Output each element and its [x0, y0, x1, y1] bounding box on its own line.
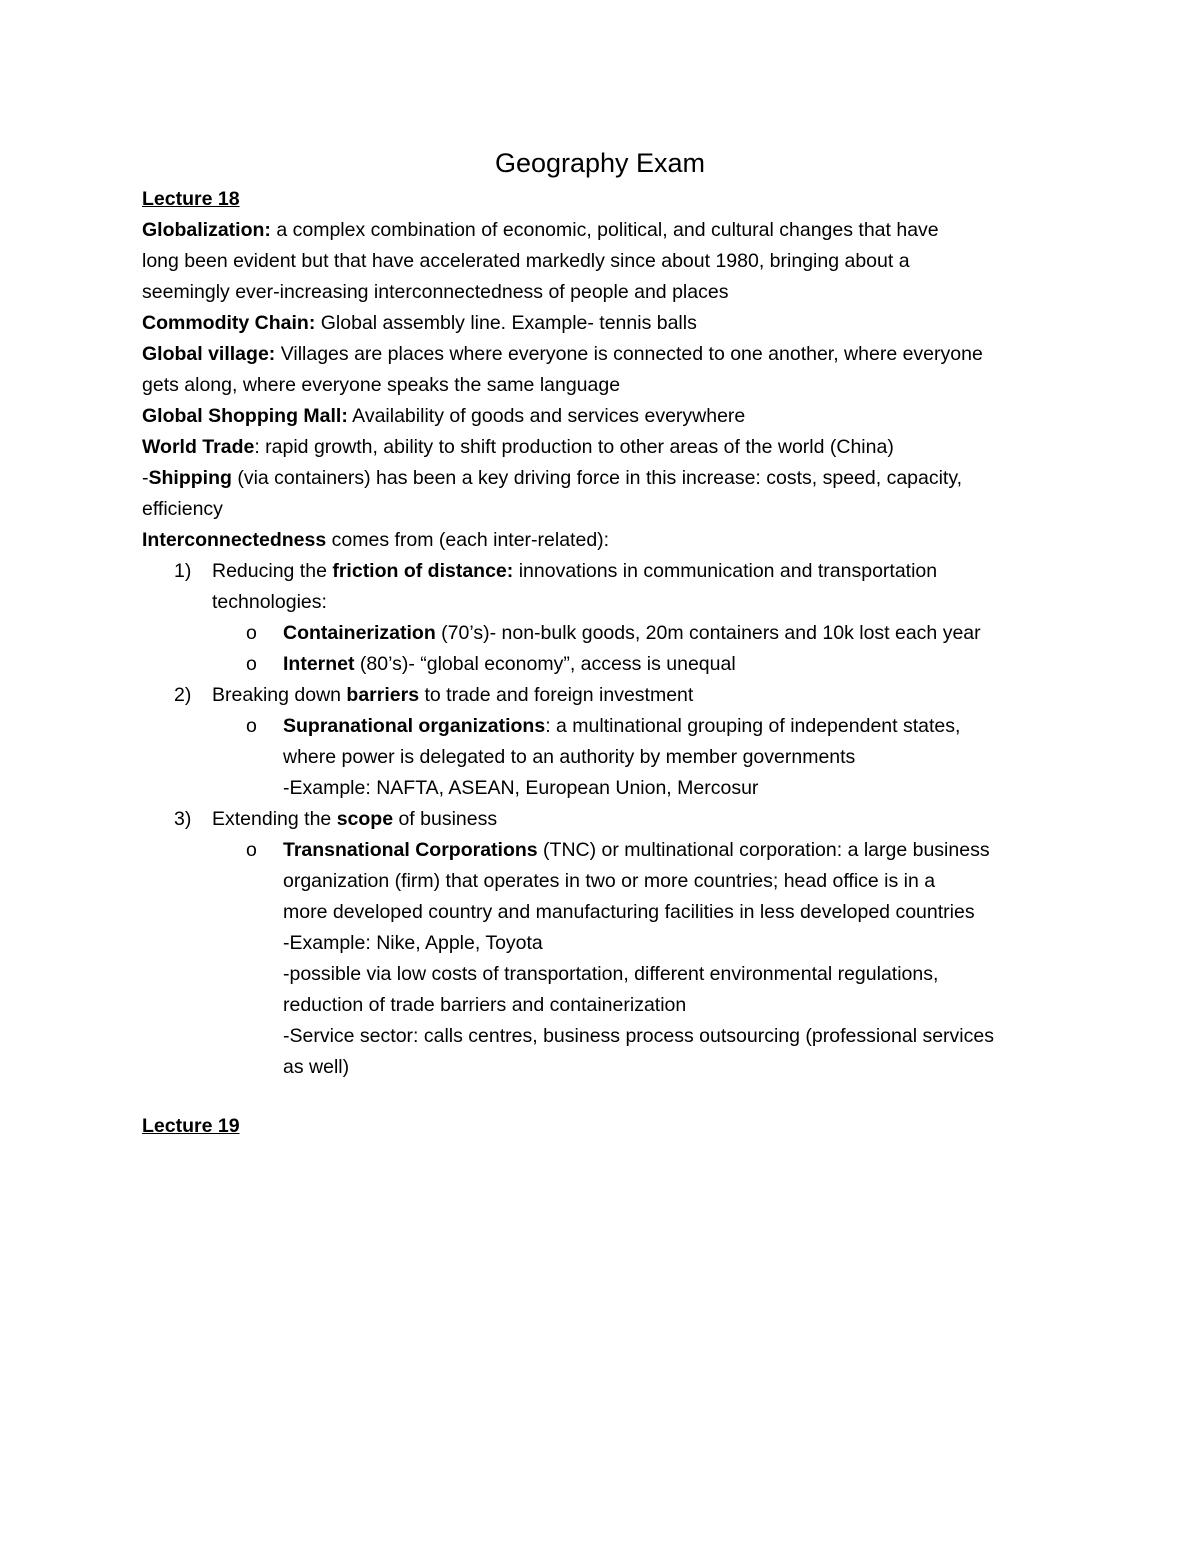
world-trade-definition — [142, 432, 1072, 463]
bullet-text: (70’s)- non-bulk goods, 20m containers and 10k lost each year — [435, 622, 981, 644]
definition-text: Villages are places where everyone is connected to one another, where everyone — [275, 343, 983, 365]
definition-text: gets along, where everyone speaks the same language — [142, 374, 621, 396]
intro-text: comes from (each inter-related): — [326, 529, 610, 551]
list-number: 2) — [174, 684, 192, 706]
dash: - — [142, 467, 149, 489]
item-text: Reducing the — [212, 560, 333, 582]
list-number: 3) — [174, 808, 192, 830]
definition-text: a complex combination of economic, political, and cultural changes that have — [270, 219, 939, 241]
lecture-18-heading: Lecture 18 — [142, 188, 240, 210]
bullet-text: (TNC) or multinational corporation: a large business — [537, 839, 990, 861]
term: friction of distance: — [332, 560, 514, 582]
term: World Trade — [142, 436, 255, 458]
spacer — [142, 1083, 1072, 1111]
bullet-text: : a multinational grouping of independent states, — [545, 715, 961, 737]
term: Interconnectedness — [142, 529, 327, 551]
bullet-item — [142, 711, 1072, 804]
bullet-text: as well) — [283, 1056, 350, 1078]
definition-text: long been evident but that have accelerated markedly since about 1980, bringing about a — [142, 250, 910, 272]
note-text: efficiency — [142, 498, 223, 520]
definition-text: Global assembly line. Example- tennis balls — [315, 312, 697, 334]
item-text: of business — [393, 808, 498, 830]
definition-text: : rapid growth, ability to shift production to other areas of the world (China) — [254, 436, 894, 458]
bullet-text: reduction of trade barriers and containerization — [283, 994, 687, 1016]
term: Global Shopping Mall: — [142, 405, 348, 427]
term: barriers — [346, 684, 420, 706]
bullet-text: -Example: NAFTA, ASEAN, European Union, Mercosur — [283, 777, 759, 799]
list-item-3 — [142, 804, 1072, 1083]
bullet-marker: o — [246, 622, 257, 644]
bullet-text: (80’s)- “global economy”, access is unequal — [354, 653, 736, 675]
term: Internet — [283, 653, 355, 675]
bullet-text: where power is delegated to an authority by member governments — [283, 746, 856, 768]
list-item-2 — [142, 680, 1072, 804]
definition-text: seemingly ever-increasing interconnectedness of people and places — [142, 281, 729, 303]
term: Commodity Chain: — [142, 312, 316, 334]
bullet-text: -Service sector: calls centres, business process outsourcing (professional services — [283, 1025, 994, 1047]
item-text: to trade and foreign investment — [419, 684, 694, 706]
bullet-text: -possible via low costs of transportation, different environmental regulations, — [283, 963, 939, 985]
global-shopping-mall-definition — [142, 401, 1072, 432]
global-village-definition — [142, 339, 1072, 401]
shipping-note — [142, 463, 1072, 525]
item-text: innovations in communication and transportation — [513, 560, 938, 582]
bullet-item — [142, 649, 1072, 680]
bullet-marker: o — [246, 839, 257, 861]
interconnectedness-intro — [142, 525, 1072, 556]
item-text: Breaking down — [212, 684, 347, 706]
bullet-text: -Example: Nike, Apple, Toyota — [283, 932, 543, 954]
term: scope — [336, 808, 394, 830]
term: Containerization — [283, 622, 436, 644]
bullet-text: more developed country and manufacturing facilities in less developed countries — [283, 901, 975, 923]
term: Globalization: — [142, 219, 271, 241]
page-title: Geography Exam — [494, 148, 706, 178]
bullet-text: organization (firm) that operates in two or more countries; head office is in a — [283, 870, 936, 892]
definition-text: Availability of goods and services everywhere — [347, 405, 746, 427]
notes-body — [142, 184, 1072, 1142]
lecture-19-heading: Lecture 19 — [142, 1115, 240, 1137]
term: Supranational organizations — [283, 715, 546, 737]
bullet-marker: o — [246, 715, 257, 737]
bullet-item — [142, 618, 1072, 649]
term: Shipping — [148, 467, 232, 489]
bullet-item — [142, 835, 1072, 1083]
item-text: Extending the — [212, 808, 337, 830]
item-text: technologies: — [212, 591, 327, 613]
term: Transnational Corporations — [283, 839, 538, 861]
term: Global village: — [142, 343, 276, 365]
globalization-definition — [142, 215, 1072, 308]
list-number: 1) — [174, 560, 192, 582]
bullet-marker: o — [246, 653, 257, 675]
list-item-1 — [142, 556, 1072, 680]
commodity-chain-definition — [142, 308, 1072, 339]
note-text: (via containers) has been a key driving force in this increase: costs, speed, capacity, — [231, 467, 963, 489]
